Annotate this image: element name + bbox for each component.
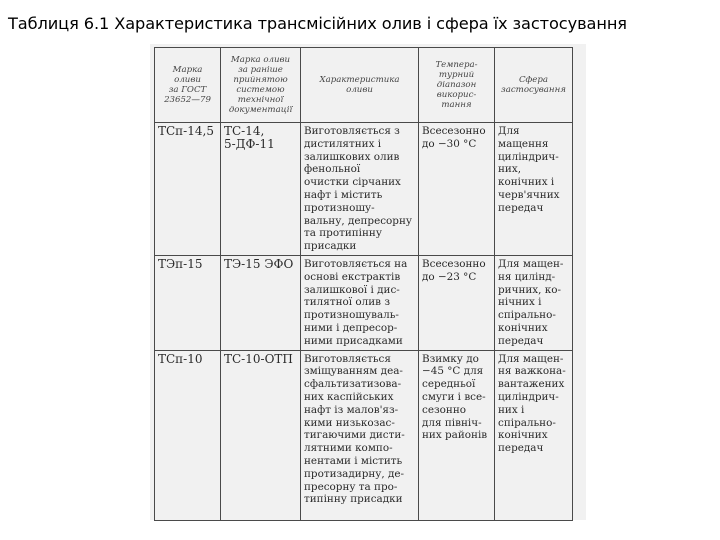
- cell-old-grade: ТС-10-ОТП: [221, 350, 301, 520]
- cell-old-grade: ТЭ-15 ЭФО: [221, 255, 301, 350]
- cell-gost-grade: ТСп-10: [155, 350, 221, 520]
- oil-characteristics-table: [154, 47, 573, 521]
- cell-characteristic: Виготовляється зміщуванням дea- сфальтизатизова- них каспійських нафт із малов'яз- кими низькозас- тигаючими дисти- лятними компо- нентами і містить протизадирну, де- пресорну та про- типінну присадки: [301, 350, 419, 520]
- cell-application: Для мащення циліндрич- них, конічних і черв'ячних передач: [495, 123, 573, 256]
- cell-characteristic: Виготовляється з дистилятних і залишкових олив фенольної очистки сірчаних нафт і містить протизношу- вальну, депресорну та протипінну присадки: [301, 123, 419, 256]
- cell-gost-grade: ТЭп-15: [155, 255, 221, 350]
- page-title: Таблиця 6.1 Характеристика трансмісійних олив і сфера їх застосування: [8, 14, 627, 33]
- cell-temperature-range: Всесезонно до −23 °С: [419, 255, 495, 350]
- cell-temperature-range: Всесезонно до −30 °С: [419, 123, 495, 256]
- cell-gost-grade: ТСп-14,5: [155, 123, 221, 256]
- header-old-grade: Марка оливи за раніше прийнятою системою технічної документації: [221, 48, 301, 123]
- table-row: [155, 255, 573, 350]
- header-temperature-range: Темпера- турний діапазон викорис- тання: [419, 48, 495, 123]
- table-header-row: [155, 48, 573, 123]
- header-characteristic: Характеристика оливи: [301, 48, 419, 123]
- cell-temperature-range: Взимку до −45 °С для середньої смуги і все- сезонно для північ- них районів: [419, 350, 495, 520]
- table-row: [155, 123, 573, 256]
- cell-old-grade: ТС-14, 5-ДФ-11: [221, 123, 301, 256]
- header-application: Сфера застосування: [495, 48, 573, 123]
- cell-characteristic: Виготовляється на основі екстрактів залишкової і дис- тилятної олив з протизношуваль- ними і депресор- ними присадками: [301, 255, 419, 350]
- header-gost-grade: Марка оливи за ГОСТ 23652—79: [155, 48, 221, 123]
- table-row: [155, 350, 573, 520]
- cell-application: Для мащен- ня цилінд- ричних, ко- нічних і спірально- конічних передач: [495, 255, 573, 350]
- cell-application: Для мащен- ня важкона- вантажених циліндрич- них і спірально- конічних передач: [495, 350, 573, 520]
